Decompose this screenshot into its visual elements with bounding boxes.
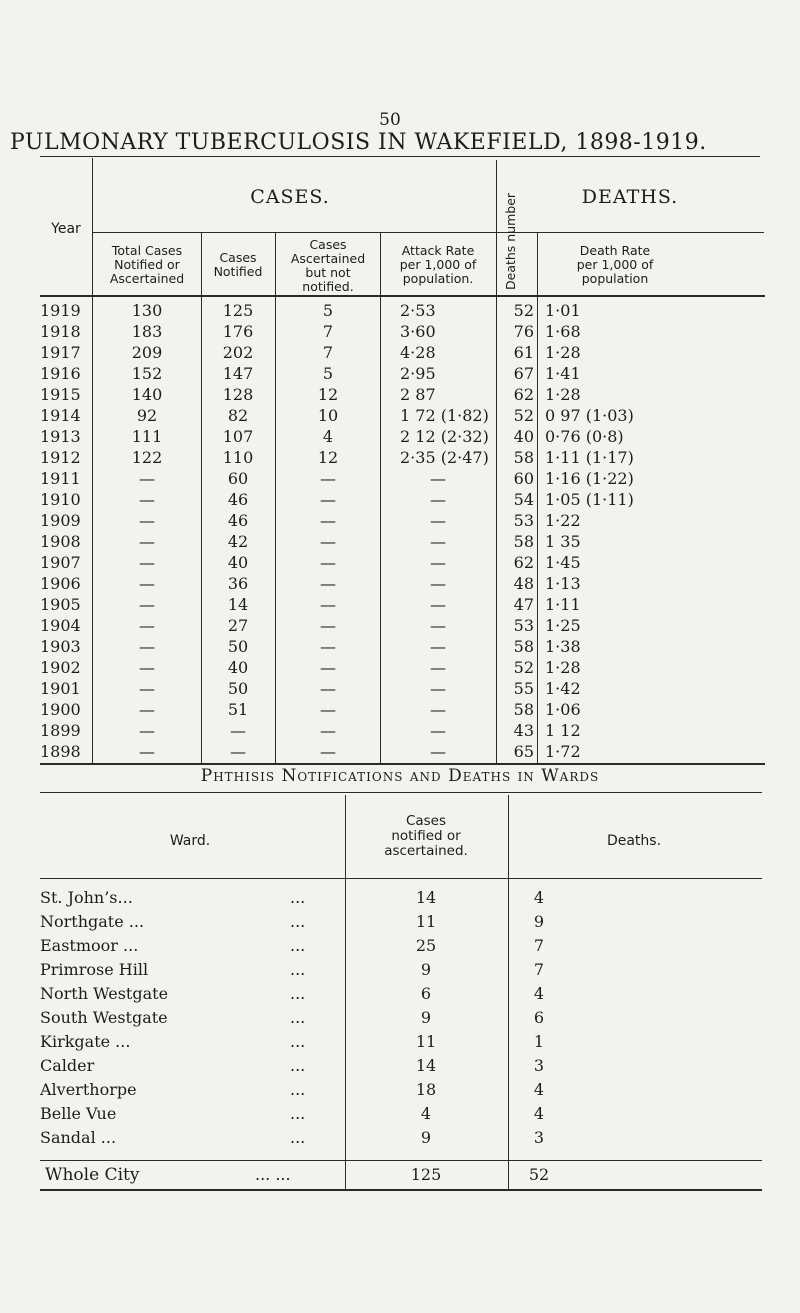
total-label: Whole City bbox=[45, 1165, 140, 1185]
notified-cell: 107 bbox=[222, 427, 254, 446]
attack-rate-cell: 2 12 (2·32) bbox=[400, 427, 489, 446]
wards-table-title: Phthisis Notifications and Deaths in Wards bbox=[200, 766, 600, 786]
attack-rate-cell: — bbox=[430, 616, 446, 635]
table-row bbox=[0, 658, 800, 679]
ascertained-cell: 5 bbox=[322, 301, 334, 320]
table1-body bbox=[0, 301, 800, 761]
ward-dots: ... bbox=[290, 1056, 306, 1075]
total-cell: — bbox=[139, 637, 155, 656]
table-row bbox=[0, 616, 800, 637]
notified-cell: 110 bbox=[222, 448, 254, 467]
wards-body bbox=[0, 888, 800, 1158]
table-row bbox=[0, 742, 800, 763]
death-rate-cell: 1·16 (1·22) bbox=[545, 469, 634, 488]
attack-rate-cell: — bbox=[430, 679, 446, 698]
page-number: 50 bbox=[379, 110, 401, 130]
total-cell: 92 bbox=[136, 406, 158, 425]
death-rate-cell: 1·13 bbox=[545, 574, 581, 593]
attack-rate-cell: 3·60 bbox=[400, 322, 436, 341]
ward-header: Ward. bbox=[169, 833, 211, 849]
deaths-cell: 76 bbox=[513, 322, 534, 341]
deaths-cell: 53 bbox=[513, 511, 534, 530]
death-rate-header: Death Rate per 1,000 of population bbox=[576, 243, 654, 286]
attack-rate-cell: — bbox=[430, 511, 446, 530]
deaths-cell: 40 bbox=[513, 427, 534, 446]
ward-name: Sandal ... bbox=[40, 1128, 117, 1147]
death-rate-cell: 1·38 bbox=[545, 637, 581, 656]
ascertained-cell: — bbox=[320, 637, 336, 656]
cases-notified-ascertained-header: Cases notified or ascertained. bbox=[384, 813, 468, 859]
ward-name: Alverthorpe bbox=[40, 1080, 137, 1099]
total-cell: — bbox=[139, 721, 155, 740]
attack-rate-cell: — bbox=[430, 490, 446, 509]
year-cell: 1910 bbox=[40, 490, 81, 509]
table-row bbox=[0, 679, 800, 700]
deaths-cell: 52 bbox=[513, 658, 534, 677]
ascertained-cell: 10 bbox=[317, 406, 339, 425]
ascertained-cell: — bbox=[320, 532, 336, 551]
ward-row bbox=[0, 1080, 800, 1102]
ward-cases: 11 bbox=[415, 912, 437, 931]
attack-rate-cell: 1 72 (1·82) bbox=[400, 406, 489, 425]
total-cell: — bbox=[139, 595, 155, 614]
year-cell: 1908 bbox=[40, 532, 81, 551]
total-cell: 152 bbox=[131, 364, 163, 383]
ward-deaths: 4 bbox=[533, 1104, 545, 1123]
death-rate-cell: 1·41 bbox=[545, 364, 581, 383]
total-cell: 122 bbox=[131, 448, 163, 467]
year-cell: 1917 bbox=[40, 343, 81, 362]
table-row bbox=[0, 343, 800, 364]
ward-name: Primrose Hill bbox=[40, 960, 149, 979]
ascertained-cell: — bbox=[320, 616, 336, 635]
deaths-cell: 53 bbox=[513, 616, 534, 635]
total-cell: 130 bbox=[131, 301, 163, 320]
total-cell: — bbox=[139, 742, 155, 761]
notified-cell: 27 bbox=[227, 616, 249, 635]
total-cell: — bbox=[139, 553, 155, 572]
notified-cell: 202 bbox=[222, 343, 254, 362]
ward-name: Belle Vue bbox=[40, 1104, 117, 1123]
ascertained-cell: — bbox=[320, 700, 336, 719]
ward-dots: ... bbox=[290, 888, 306, 907]
deaths-cell: 62 bbox=[513, 553, 534, 572]
notified-cell: 46 bbox=[227, 511, 249, 530]
year-cell: 1911 bbox=[40, 469, 81, 488]
death-rate-cell: 1·25 bbox=[545, 616, 581, 635]
table-row bbox=[0, 406, 800, 427]
death-rate-cell: 1·28 bbox=[545, 385, 581, 404]
ascertained-cell: — bbox=[320, 721, 336, 740]
deaths-cell: 58 bbox=[513, 448, 534, 467]
year-cell: 1898 bbox=[40, 742, 81, 761]
table-row bbox=[0, 427, 800, 448]
notified-cell: 60 bbox=[227, 469, 249, 488]
ascertained-cell: 7 bbox=[322, 343, 334, 362]
cases-notified-header: Cases Notified bbox=[213, 250, 263, 279]
death-rate-cell: 1·11 bbox=[545, 595, 581, 614]
table-row bbox=[0, 385, 800, 406]
year-cell: 1902 bbox=[40, 658, 81, 677]
ascertained-cell: — bbox=[320, 553, 336, 572]
ascertained-cell: — bbox=[320, 469, 336, 488]
year-cell: 1919 bbox=[40, 301, 81, 320]
death-rate-cell: 1·68 bbox=[545, 322, 581, 341]
death-rate-cell: 1·42 bbox=[545, 679, 581, 698]
attack-rate-cell: — bbox=[430, 721, 446, 740]
total-cell: 140 bbox=[131, 385, 163, 404]
ascertained-cell: — bbox=[320, 595, 336, 614]
table-row bbox=[0, 595, 800, 616]
death-rate-cell: 1·28 bbox=[545, 343, 581, 362]
total-cases: 125 bbox=[410, 1165, 442, 1184]
notified-cell: — bbox=[230, 721, 246, 740]
table-row bbox=[0, 721, 800, 742]
total-cell: — bbox=[139, 511, 155, 530]
deaths-cell: 43 bbox=[513, 721, 534, 740]
total-cell: — bbox=[139, 679, 155, 698]
ward-deaths: 9 bbox=[533, 912, 545, 931]
ward-deaths: 6 bbox=[533, 1008, 545, 1027]
deaths-header-wards: Deaths. bbox=[606, 833, 662, 849]
year-cell: 1905 bbox=[40, 595, 81, 614]
deaths-cell: 62 bbox=[513, 385, 534, 404]
ward-name: St. John’s... bbox=[40, 888, 133, 907]
notified-cell: 147 bbox=[222, 364, 254, 383]
attack-rate-cell: — bbox=[430, 469, 446, 488]
ascertained-cell: 4 bbox=[322, 427, 334, 446]
year-cell: 1901 bbox=[40, 679, 81, 698]
table-row bbox=[0, 574, 800, 595]
ward-deaths: 1 bbox=[533, 1032, 545, 1051]
attack-rate-cell: — bbox=[430, 553, 446, 572]
ward-name: North Westgate bbox=[40, 984, 169, 1003]
deaths-number-header: Deaths number bbox=[503, 192, 518, 290]
table-row bbox=[0, 511, 800, 532]
deaths-cell: 54 bbox=[513, 490, 534, 509]
table-row bbox=[0, 322, 800, 343]
header-cases-rule bbox=[92, 232, 764, 233]
ward-dots: ... bbox=[290, 984, 306, 1003]
year-header: Year bbox=[51, 221, 81, 237]
ascertained-cell: 7 bbox=[322, 322, 334, 341]
ascertained-cell: — bbox=[320, 574, 336, 593]
table-row bbox=[0, 700, 800, 721]
year-cell: 1914 bbox=[40, 406, 81, 425]
attack-rate-cell: — bbox=[430, 742, 446, 761]
deaths-cell: 48 bbox=[513, 574, 534, 593]
ward-row bbox=[0, 1008, 800, 1030]
death-rate-cell: 1·45 bbox=[545, 553, 581, 572]
header-bottom-rule bbox=[40, 295, 765, 297]
ward-name: Kirkgate ... bbox=[40, 1032, 131, 1051]
death-rate-cell: 1·05 (1·11) bbox=[545, 490, 634, 509]
notified-cell: 128 bbox=[222, 385, 254, 404]
ward-dots: ... bbox=[290, 1128, 306, 1147]
deaths-cell: 60 bbox=[513, 469, 534, 488]
table1-bottom-rule bbox=[40, 763, 765, 765]
total-cases-header: Total Cases Notified or Ascertained bbox=[109, 243, 185, 286]
death-rate-cell: 1 35 bbox=[545, 532, 581, 551]
ward-row bbox=[0, 960, 800, 982]
total-dots: ... ... bbox=[255, 1165, 291, 1184]
ascertained-cell: 12 bbox=[317, 448, 339, 467]
attack-rate-header: Attack Rate per 1,000 of population. bbox=[399, 243, 477, 286]
ascertained-cell: — bbox=[320, 490, 336, 509]
notified-cell: 125 bbox=[222, 301, 254, 320]
death-rate-cell: 0·76 (0·8) bbox=[545, 427, 624, 446]
table-row bbox=[0, 553, 800, 574]
title-underline bbox=[40, 156, 760, 157]
table-row bbox=[0, 532, 800, 553]
deaths-cell: 52 bbox=[513, 406, 534, 425]
ward-name: Northgate ... bbox=[40, 912, 145, 931]
total-cell: 209 bbox=[131, 343, 163, 362]
year-cell: 1906 bbox=[40, 574, 81, 593]
ward-row bbox=[0, 984, 800, 1006]
deaths-cell: 58 bbox=[513, 637, 534, 656]
notified-cell: 51 bbox=[227, 700, 249, 719]
table-row bbox=[0, 469, 800, 490]
attack-rate-cell: 2·35 (2·47) bbox=[400, 448, 489, 467]
ward-dots: ... bbox=[290, 912, 306, 931]
table-row bbox=[0, 301, 800, 322]
ward-deaths: 3 bbox=[533, 1128, 545, 1147]
wards-header-rule bbox=[40, 878, 762, 879]
ward-deaths: 7 bbox=[533, 960, 545, 979]
year-cell: 1915 bbox=[40, 385, 81, 404]
year-cell: 1900 bbox=[40, 700, 81, 719]
ward-row bbox=[0, 1128, 800, 1150]
ward-cases: 9 bbox=[420, 1008, 432, 1027]
year-cell: 1904 bbox=[40, 616, 81, 635]
notified-cell: 82 bbox=[227, 406, 249, 425]
year-cell: 1899 bbox=[40, 721, 81, 740]
total-cell: — bbox=[139, 490, 155, 509]
table-row bbox=[0, 364, 800, 385]
ward-name: Calder bbox=[40, 1056, 95, 1075]
attack-rate-cell: — bbox=[430, 574, 446, 593]
total-deaths: 52 bbox=[528, 1165, 550, 1184]
year-cell: 1903 bbox=[40, 637, 81, 656]
deaths-header: DEATHS. bbox=[581, 186, 679, 208]
notified-cell: 14 bbox=[227, 595, 249, 614]
ward-cases: 9 bbox=[420, 1128, 432, 1147]
wards-total-rule bbox=[40, 1160, 762, 1161]
notified-cell: 50 bbox=[227, 637, 249, 656]
ward-cases: 11 bbox=[415, 1032, 437, 1051]
ward-row bbox=[0, 888, 800, 910]
ward-cases: 6 bbox=[420, 984, 432, 1003]
notified-cell: 176 bbox=[222, 322, 254, 341]
ward-cases: 14 bbox=[415, 888, 437, 907]
wards-title-rule bbox=[40, 792, 762, 793]
ascertained-cell: — bbox=[320, 511, 336, 530]
year-cell: 1909 bbox=[40, 511, 81, 530]
attack-rate-cell: — bbox=[430, 658, 446, 677]
death-rate-cell: 1·06 bbox=[545, 700, 581, 719]
death-rate-cell: 1·11 (1·17) bbox=[545, 448, 634, 467]
ward-dots: ... bbox=[290, 1104, 306, 1123]
death-rate-cell: 1·01 bbox=[545, 301, 581, 320]
deaths-cell: 52 bbox=[513, 301, 534, 320]
ward-row bbox=[0, 1032, 800, 1054]
deaths-cell: 61 bbox=[513, 343, 534, 362]
ward-cases: 25 bbox=[415, 936, 437, 955]
ward-dots: ... bbox=[290, 1080, 306, 1099]
cases-header: CASES. bbox=[250, 186, 330, 208]
year-cell: 1913 bbox=[40, 427, 81, 446]
ward-row bbox=[0, 1056, 800, 1078]
attack-rate-cell: — bbox=[430, 595, 446, 614]
table-row bbox=[0, 637, 800, 658]
attack-rate-cell: — bbox=[430, 532, 446, 551]
ward-deaths: 7 bbox=[533, 936, 545, 955]
ward-cases: 4 bbox=[420, 1104, 432, 1123]
ascertained-cell: — bbox=[320, 679, 336, 698]
attack-rate-cell: 2·95 bbox=[400, 364, 436, 383]
year-cell: 1912 bbox=[40, 448, 81, 467]
cases-ascertained-header: Cases Ascertained but not notified. bbox=[290, 237, 366, 294]
total-cell: — bbox=[139, 532, 155, 551]
ward-deaths: 3 bbox=[533, 1056, 545, 1075]
ward-row bbox=[0, 1104, 800, 1126]
ward-dots: ... bbox=[290, 960, 306, 979]
total-cell: 111 bbox=[131, 427, 163, 446]
deaths-cell: 58 bbox=[513, 700, 534, 719]
page-title: PULMONARY TUBERCULOSIS IN WAKEFIELD, 1898-1919. bbox=[10, 130, 707, 155]
deaths-cell: 47 bbox=[513, 595, 534, 614]
attack-rate-cell: 2·53 bbox=[400, 301, 436, 320]
table-row bbox=[0, 448, 800, 469]
deaths-cell: 55 bbox=[513, 679, 534, 698]
total-cell: — bbox=[139, 616, 155, 635]
ward-cases: 9 bbox=[420, 960, 432, 979]
wards-bottom-rule bbox=[40, 1189, 762, 1191]
attack-rate-cell: — bbox=[430, 700, 446, 719]
total-cell: — bbox=[139, 658, 155, 677]
notified-cell: 36 bbox=[227, 574, 249, 593]
ward-deaths: 4 bbox=[533, 888, 545, 907]
notified-cell: 40 bbox=[227, 553, 249, 572]
attack-rate-cell: 4·28 bbox=[400, 343, 436, 362]
notified-cell: 40 bbox=[227, 658, 249, 677]
attack-rate-cell: — bbox=[430, 637, 446, 656]
year-cell: 1916 bbox=[40, 364, 81, 383]
attack-rate-cell: 2 87 bbox=[400, 385, 436, 404]
death-rate-cell: 1 12 bbox=[545, 721, 581, 740]
total-cell: — bbox=[139, 469, 155, 488]
ward-total-row bbox=[0, 1165, 800, 1187]
death-rate-cell: 1·28 bbox=[545, 658, 581, 677]
ward-row bbox=[0, 912, 800, 934]
ward-cases: 18 bbox=[415, 1080, 437, 1099]
notified-cell: 46 bbox=[227, 490, 249, 509]
table-row bbox=[0, 490, 800, 511]
deaths-cell: 67 bbox=[513, 364, 534, 383]
ward-dots: ... bbox=[290, 1008, 306, 1027]
notified-cell: 42 bbox=[227, 532, 249, 551]
deaths-cell: 58 bbox=[513, 532, 534, 551]
ward-dots: ... bbox=[290, 1032, 306, 1051]
notified-cell: 50 bbox=[227, 679, 249, 698]
ascertained-cell: — bbox=[320, 742, 336, 761]
total-cell: 183 bbox=[131, 322, 163, 341]
deaths-cell: 65 bbox=[513, 742, 534, 761]
ascertained-cell: — bbox=[320, 658, 336, 677]
notified-cell: — bbox=[230, 742, 246, 761]
total-cell: — bbox=[139, 574, 155, 593]
ascertained-cell: 12 bbox=[317, 385, 339, 404]
ascertained-cell: 5 bbox=[322, 364, 334, 383]
ward-row bbox=[0, 936, 800, 958]
death-rate-cell: 1·72 bbox=[545, 742, 581, 761]
ward-deaths: 4 bbox=[533, 1080, 545, 1099]
ward-dots: ... bbox=[290, 936, 306, 955]
ward-name: South Westgate bbox=[40, 1008, 168, 1027]
ward-name: Eastmoor ... bbox=[40, 936, 139, 955]
death-rate-cell: 1·22 bbox=[545, 511, 581, 530]
ward-deaths: 4 bbox=[533, 984, 545, 1003]
total-cell: — bbox=[139, 700, 155, 719]
death-rate-cell: 0 97 (1·03) bbox=[545, 406, 634, 425]
ward-cases: 14 bbox=[415, 1056, 437, 1075]
year-cell: 1907 bbox=[40, 553, 81, 572]
year-cell: 1918 bbox=[40, 322, 81, 341]
